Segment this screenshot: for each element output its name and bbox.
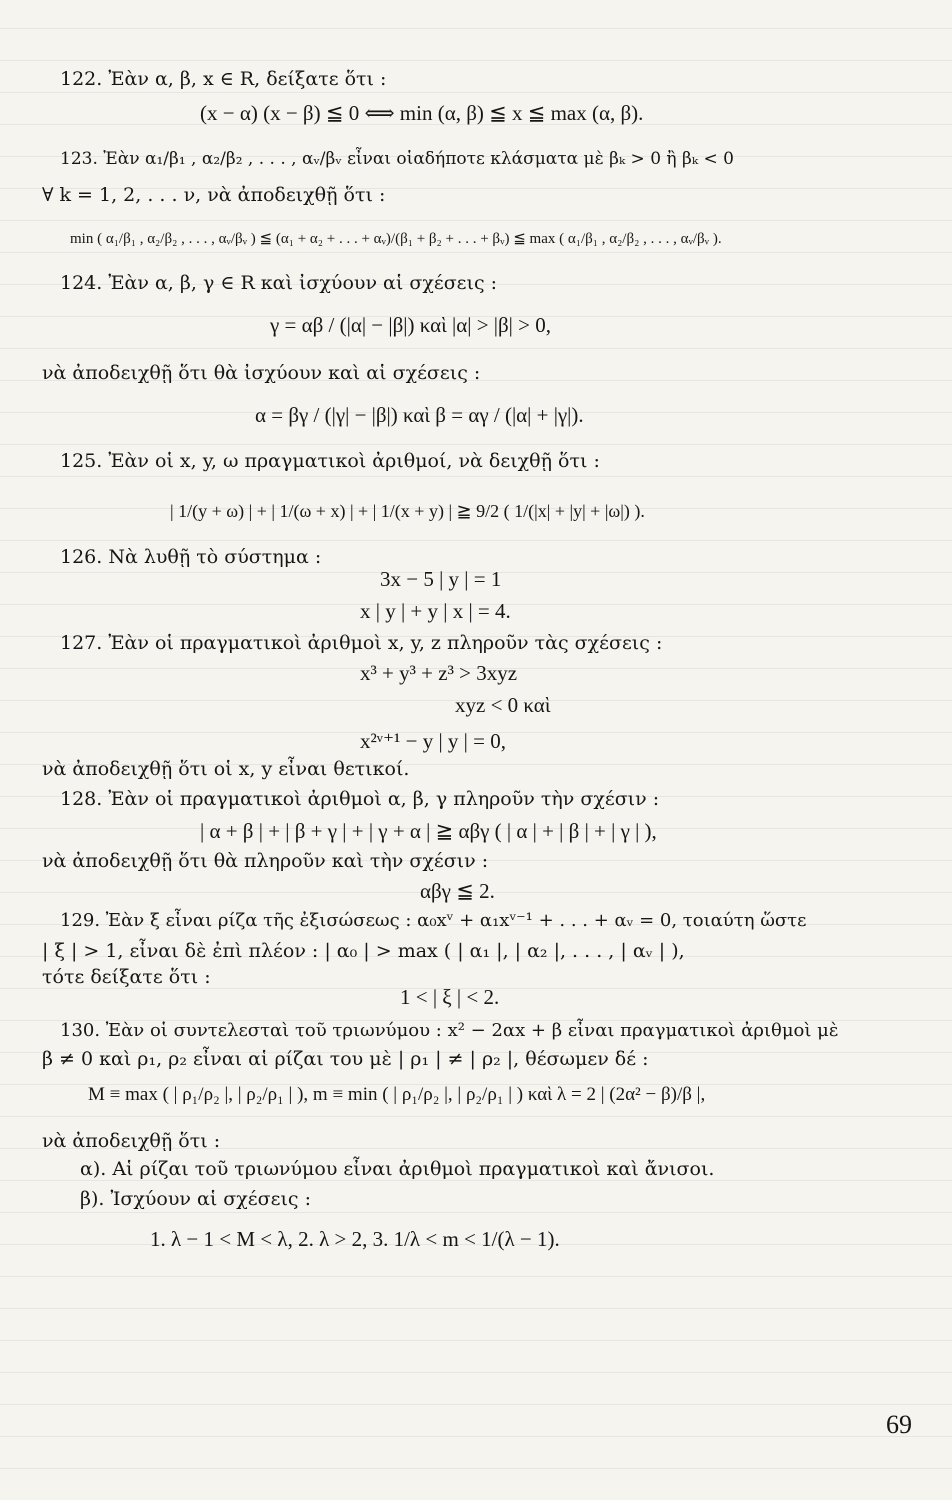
exercise-129-prove: τότε δείξατε ὅτι :	[42, 966, 211, 988]
exercise-126-equation-1: 3x − 5 | y | = 1	[380, 567, 502, 591]
exercise-130-condition: β ≠ 0 καὶ ρ₁, ρ₂ εἶναι αἱ ρίζαι του μὲ | ρ₁ | ≠ | ρ₂ |, θέσωμεν δέ :	[42, 1048, 649, 1070]
exercise-128-result: αβγ ≦ 2.	[420, 879, 495, 903]
exercise-124-statement: 124. Ἐὰν α, β, γ ∈ R καὶ ἰσχύουν αἱ σχέσεις :	[60, 272, 498, 294]
exercise-128-statement: 128. Ἐὰν οἱ πραγματικοὶ ἀριθμοὶ α, β, γ πληροῦν τὴν σχέσιν :	[60, 788, 660, 810]
exercise-126-equation-2: x | y | + y | x | = 4.	[360, 599, 511, 623]
exercise-127-prove: νὰ ἀποδειχθῇ ὅτι οἱ x, y εἶναι θετικοί.	[42, 758, 410, 780]
exercise-130-definitions: M ≡ max ( | ρ₁/ρ₂ |, | ρ₂/ρ₁ | ), m ≡ min ( | ρ₁/ρ₂ |, | ρ₂/ρ₁ | ) καὶ λ = 2 | (2α² − β)/β |,	[88, 1084, 706, 1105]
exercise-130-statement: 130. Ἐὰν οἱ συντελεσταὶ τοῦ τριωνύμου : x² − 2αx + β εἶναι πραγματικοὶ ἀριθμοὶ μὲ	[60, 1020, 839, 1041]
exercise-124-given: γ = αβ / (|α| − |β|) καὶ |α| > |β| > 0,	[270, 313, 551, 337]
exercise-129-result: 1 < | ξ | < 2.	[400, 985, 500, 1009]
exercise-124-prove: νὰ ἀποδειχθῇ ὅτι θὰ ἰσχύουν καὶ αἱ σχέσεις :	[42, 362, 481, 384]
exercise-122-formula: (x − α) (x − β) ≦ 0 ⟺ min (α, β) ≦ x ≦ max (α, β).	[200, 101, 644, 125]
exercise-127-condition-3: x²ᵛ⁺¹ − y | y | = 0,	[360, 729, 506, 753]
exercise-130-part-a: α). Αἱ ρίζαι τοῦ τριωνύμου εἶναι ἀριθμοὶ πραγματικοὶ καὶ ἄνισοι.	[80, 1158, 715, 1180]
exercise-126-statement: 126. Νὰ λυθῇ τὸ σύστημα :	[60, 546, 322, 568]
exercise-127-condition-2: xyz < 0 καὶ	[455, 693, 551, 717]
exercise-129-statement: 129. Ἐὰν ξ εἶναι ρίζα τῆς ἐξισώσεως : α₀xᵛ + α₁xᵛ⁻¹ + . . . + αᵥ = 0, τοιαύτη ὥστε	[60, 910, 807, 931]
exercise-123-formula: min ( α₁/β₁ , α₂/β₂ , . . . , αᵥ/βᵥ ) ≦ (α₁ + α₂ + . . . + αᵥ)/(β₁ + β₂ + . . . + βᵥ) ≦ max ( α₁/β₁ , α₂/β₂ , . . . , αᵥ/βᵥ ).	[70, 231, 722, 247]
exercise-130-part-b: β). Ἰσχύουν αἱ σχέσεις :	[80, 1188, 311, 1210]
exercise-130-prove: νὰ ἀποδειχθῇ ὅτι :	[42, 1130, 221, 1152]
exercise-128-prove: νὰ ἀποδειχθῇ ὅτι θὰ πληροῦν καὶ τὴν σχέσιν :	[42, 850, 489, 872]
exercise-130-relations: 1. λ − 1 < M < λ, 2. λ > 2, 3. 1/λ < m < 1/(λ − 1).	[150, 1227, 560, 1251]
exercise-128-condition: | α + β | + | β + γ | + | γ + α | ≧ αβγ ( | α | + | β | + | γ | ),	[200, 819, 657, 843]
exercise-127-statement: 127. Ἐὰν οἱ πραγματικοὶ ἀριθμοὶ x, y, z πληροῦν τὰς σχέσεις :	[60, 632, 663, 654]
exercise-127-condition-1: x³ + y³ + z³ > 3xyz	[360, 661, 518, 685]
exercise-129-condition: | ξ | > 1, εἶναι δὲ ἐπὶ πλέον : | α₀ | > max ( | α₁ |, | α₂ |, . . . , | αᵥ | ),	[42, 940, 685, 962]
exercise-122-statement: 122. Ἐὰν α, β, x ∈ R, δείξατε ὅτι :	[60, 68, 387, 90]
exercise-123-quantifier: ∀ k = 1, 2, . . . ν, νὰ ἀποδειχθῇ ὅτι :	[42, 184, 386, 206]
exercise-124-result: α = βγ / (|γ| − |β|) καὶ β = αγ / (|α| + |γ|).	[255, 403, 584, 427]
exercise-125-statement: 125. Ἐὰν οἱ x, y, ω πραγματικοὶ ἀριθμοί, νὰ δειχθῇ ὅτι :	[60, 450, 600, 472]
page-number: 69	[886, 1410, 912, 1439]
exercise-125-formula: | 1/(y + ω) | + | 1/(ω + x) | + | 1/(x + y) | ≧ 9/2 ( 1/(|x| + |y| + |ω|) ).	[170, 501, 645, 521]
exercise-123-statement: 123. Ἐὰν α₁/β₁ , α₂/β₂ , . . . , αᵥ/βᵥ εἶναι οἱαδήποτε κλάσματα μὲ βₖ > 0 ἢ βₖ < 0	[60, 149, 734, 169]
